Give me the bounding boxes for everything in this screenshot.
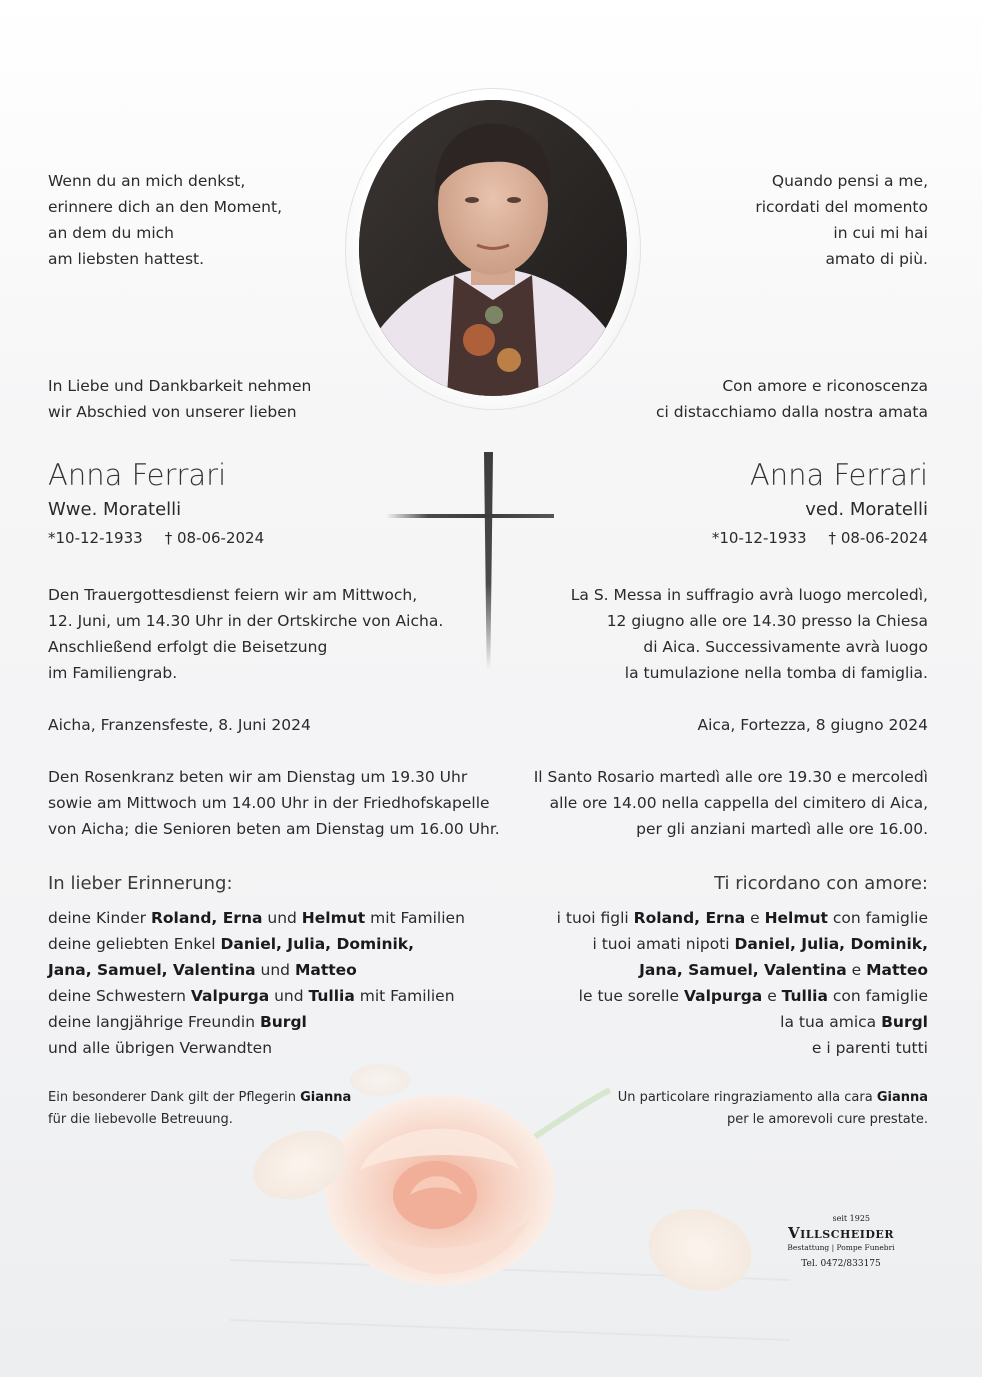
thanks-line: Ein besonderer Dank gilt der Pflegerin Gianna bbox=[48, 1090, 352, 1105]
rosary-line: sowie am Mittwoch um 14.00 Uhr in der Friedhofskapelle bbox=[48, 794, 490, 812]
poem-line: ricordati del momento bbox=[755, 198, 928, 216]
deceased-block-italian bbox=[488, 457, 928, 549]
poem-line: in cui mi hai bbox=[833, 224, 928, 242]
family-line: la tua amica Burgl bbox=[780, 1013, 928, 1031]
family-list bbox=[488, 905, 928, 1061]
death-date: † 08-06-2024 bbox=[828, 529, 928, 547]
deceased-name: Anna Ferrari bbox=[48, 458, 227, 492]
poem-line: amato di più. bbox=[825, 250, 928, 268]
logo-services: Bestattung | Pompe Funebri bbox=[787, 1243, 895, 1252]
family-line: und alle übrigen Verwandten bbox=[48, 1039, 273, 1057]
service-german bbox=[48, 582, 488, 686]
deceased-block-german bbox=[48, 457, 488, 549]
intro-line: wir Abschied von unserer lieben bbox=[48, 403, 297, 421]
family-line: Jana, Samuel, Valentina und Matteo bbox=[48, 961, 357, 979]
intro-line: Con amore e riconoscenza bbox=[722, 377, 928, 395]
rosary-line: per gli anziani martedì alle ore 16.00. bbox=[636, 820, 928, 838]
thanks-line: Un particolare ringraziamento alla cara Gianna bbox=[617, 1090, 928, 1105]
family-line: e i parenti tutti bbox=[811, 1039, 928, 1057]
memory-italian bbox=[488, 871, 928, 1061]
service-line: Den Trauergottesdienst feiern wir am Mittwoch, bbox=[48, 586, 418, 604]
family-line: deine langjährige Freundin Burgl bbox=[48, 1013, 307, 1031]
rose-image bbox=[230, 1060, 790, 1377]
rosary-line: alle ore 14.00 nella cappella del cimitero di Aica, bbox=[549, 794, 928, 812]
death-date: † 08-06-2024 bbox=[164, 529, 265, 547]
cross-horizontal bbox=[386, 514, 554, 518]
service-line: Anschließend erfolgt die Beisetzung bbox=[48, 638, 328, 656]
memory-heading: In lieber Erinnerung: bbox=[48, 873, 233, 894]
rosary-line: Den Rosenkranz beten wir am Dienstag um 19.30 Uhr bbox=[48, 768, 468, 786]
family-line: i tuoi amati nipoti Daniel, Julia, Dominik, bbox=[592, 935, 928, 953]
service-italian bbox=[488, 582, 928, 686]
deceased-subtitle: Wwe. Moratelli bbox=[48, 499, 182, 520]
family-list bbox=[48, 905, 488, 1061]
birth-date: *10-12-1933 bbox=[711, 529, 807, 547]
thanks-line: für die liebevolle Betreuung. bbox=[48, 1112, 233, 1127]
service-line: di Aica. Successivamente avrà luogo bbox=[643, 638, 928, 656]
intro-line: In Liebe und Dankbarkeit nehmen bbox=[48, 377, 312, 395]
place-date: Aicha, Franzensfeste, 8. Juni 2024 bbox=[48, 716, 311, 734]
logo-phone: Tel. 0472/833175 bbox=[801, 1259, 881, 1269]
poem-line: Quando pensi a me, bbox=[771, 172, 928, 190]
family-line: le tue sorelle Valpurga e Tullia con famiglie bbox=[578, 987, 928, 1005]
rosary-german bbox=[48, 764, 508, 842]
family-line: i tuoi figli Roland, Erna e Helmut con famiglie bbox=[556, 909, 928, 927]
memory-heading: Ti ricordano con amore: bbox=[714, 873, 928, 894]
service-line: 12. Juni, um 14.30 Uhr in der Ortskirche von Aicha. bbox=[48, 612, 444, 630]
funeral-home-logo bbox=[768, 1214, 914, 1271]
rosary-italian bbox=[468, 764, 928, 842]
birth-date: *10-12-1933 bbox=[48, 529, 143, 547]
memory-german bbox=[48, 871, 488, 1061]
deceased-name: Anna Ferrari bbox=[749, 458, 928, 492]
rosary-line: von Aicha; die Senioren beten am Dienstag um 16.00 Uhr. bbox=[48, 820, 500, 838]
poem-line: am liebsten hattest. bbox=[48, 250, 205, 268]
family-line: deine geliebten Enkel Daniel, Julia, Dominik, bbox=[48, 935, 414, 953]
poem-line: an dem du mich bbox=[48, 224, 174, 242]
rosary-line: Il Santo Rosario martedì alle ore 19.30 e mercoledì bbox=[533, 768, 928, 786]
service-line: La S. Messa in suffragio avrà luogo mercoledì, bbox=[570, 586, 928, 604]
family-line: deine Kinder Roland, Erna und Helmut mit Familien bbox=[48, 909, 465, 927]
family-line: deine Schwestern Valpurga und Tullia mit Familien bbox=[48, 987, 455, 1005]
service-line: la tumulazione nella tomba di famiglia. bbox=[624, 664, 928, 682]
life-dates bbox=[48, 527, 488, 549]
logo-brand: Villscheider bbox=[788, 1224, 894, 1242]
place-date-german bbox=[48, 712, 488, 738]
portrait-photo bbox=[359, 100, 627, 396]
thanks-line: per le amorevoli cure prestate. bbox=[726, 1112, 928, 1127]
intro-line: ci distacchiamo dalla nostra amata bbox=[655, 403, 928, 421]
place-date: Aica, Fortezza, 8 giugno 2024 bbox=[697, 716, 928, 734]
service-line: 12 giugno alle ore 14.30 presso la Chiesa bbox=[606, 612, 928, 630]
deceased-subtitle: ved. Moratelli bbox=[805, 499, 928, 520]
poem-line: Wenn du an mich denkst, bbox=[48, 172, 246, 190]
service-line: im Familiengrab. bbox=[48, 664, 178, 682]
place-date-italian bbox=[488, 712, 928, 738]
family-line: Jana, Samuel, Valentina e Matteo bbox=[639, 961, 928, 979]
logo-since: seit 1925 bbox=[832, 1214, 870, 1223]
life-dates bbox=[488, 527, 928, 549]
poem-line: erinnere dich an den Moment, bbox=[48, 198, 283, 216]
